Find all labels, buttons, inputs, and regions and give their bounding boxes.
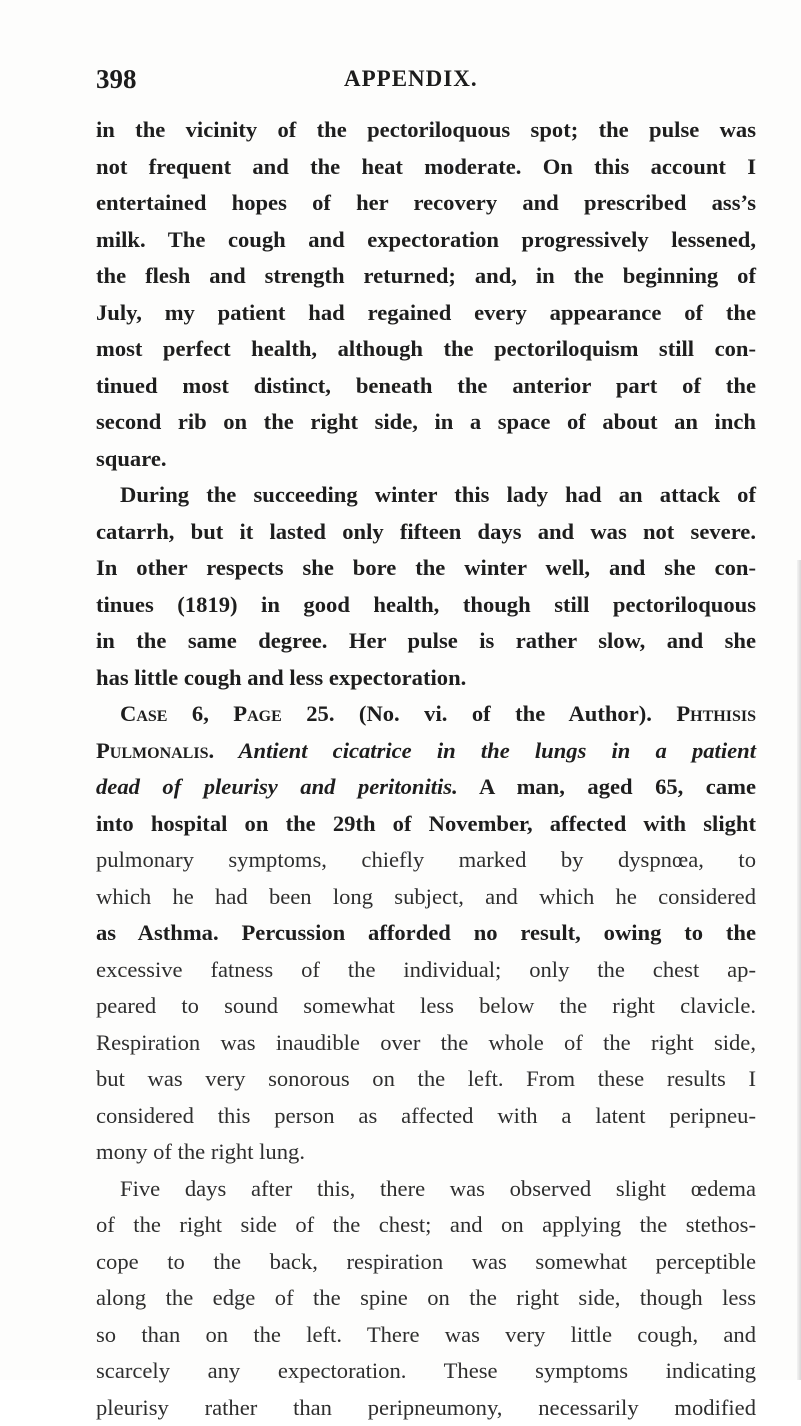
text-line: During the succeeding winter this lady had an attack of bbox=[96, 477, 756, 514]
disease-name: Phthisis bbox=[676, 701, 756, 726]
case-intro: A man, aged 65, came bbox=[458, 774, 756, 799]
text-line: tinues (1819) in good health, though still pectoriloquous bbox=[96, 587, 756, 624]
text-line: catarrh, but it lasted only fifteen days and was not severe. bbox=[96, 514, 756, 551]
body-text bbox=[96, 112, 756, 1426]
text-line: peared to sound somewhat less below the right clavicle. bbox=[96, 988, 756, 1025]
text-line: along the edge of the spine on the right side, though less bbox=[96, 1280, 756, 1317]
text-line: most perfect health, although the pectoriloquism still con- bbox=[96, 331, 756, 368]
text-line: scarcely any expectoration. These symptoms indicating bbox=[96, 1353, 756, 1390]
text-line: not frequent and the heat moderate. On this account I bbox=[96, 149, 756, 186]
text-line: considered this person as affected with a latent peripneu- bbox=[96, 1098, 756, 1135]
page-edge-shadow bbox=[797, 560, 801, 1380]
text-line: in the vicinity of the pectoriloquous spot; the pulse was bbox=[96, 112, 756, 149]
text-line: but was very sonorous on the left. From these results I bbox=[96, 1061, 756, 1098]
text-line: pulmonary symptoms, chiefly marked by dyspnœa, to bbox=[96, 842, 756, 879]
text-line: of the right side of the chest; and on applying the stethos- bbox=[96, 1207, 756, 1244]
text-line: tinued most distinct, beneath the anterior part of the bbox=[96, 368, 756, 405]
text-line: excessive fatness of the individual; only the chest ap- bbox=[96, 952, 756, 989]
case-heading-line bbox=[96, 769, 756, 806]
text-line: Respiration was inaudible over the whole of the right side, bbox=[96, 1025, 756, 1062]
text-line: so than on the left. There was very little cough, and bbox=[96, 1317, 756, 1354]
text-line: second rib on the right side, in a space of about an inch bbox=[96, 404, 756, 441]
text-line: the flesh and strength returned; and, in the beginning of bbox=[96, 258, 756, 295]
text-line: as Asthma. Percussion afforded no result, owing to the bbox=[96, 915, 756, 952]
case-label: Case 6, Page 25. bbox=[120, 701, 334, 726]
text-line: which he had been long subject, and which he considered bbox=[96, 879, 756, 916]
disease-name-cont: Pulmonalis. bbox=[96, 738, 214, 763]
text-line: cope to the back, respiration was somewhat perceptible bbox=[96, 1244, 756, 1281]
text-line: has little cough and less expectoration. bbox=[96, 660, 756, 697]
text-line: square. bbox=[96, 441, 756, 478]
text-line: Five days after this, there was observed slight œdema bbox=[96, 1171, 756, 1208]
text-line: pleurisy rather than peripneumony, necessarily modified bbox=[96, 1390, 756, 1426]
text-line: July, my patient had regained every appearance of the bbox=[96, 295, 756, 332]
case-subtitle: Antient cicatrice in the lungs in a patient bbox=[214, 738, 756, 763]
text-line: mony of the right lung. bbox=[96, 1134, 756, 1171]
running-head: APPENDIX. bbox=[344, 66, 478, 92]
case-heading-line bbox=[96, 733, 756, 770]
page-number: 398 bbox=[96, 64, 137, 95]
page-header bbox=[96, 64, 656, 104]
case-subtitle-cont: dead of pleurisy and peritonitis. bbox=[96, 774, 458, 799]
case-ref: (No. vi. of the Author). bbox=[334, 701, 676, 726]
case-heading-line bbox=[96, 696, 756, 733]
text-line: entertained hopes of her recovery and prescribed ass’s bbox=[96, 185, 756, 222]
text-line: in the same degree. Her pulse is rather slow, and she bbox=[96, 623, 756, 660]
text-line: In other respects she bore the winter well, and she con- bbox=[96, 550, 756, 587]
text-line: milk. The cough and expectoration progressively lessened, bbox=[96, 222, 756, 259]
text-line: into hospital on the 29th of November, affected with slight bbox=[96, 806, 756, 843]
